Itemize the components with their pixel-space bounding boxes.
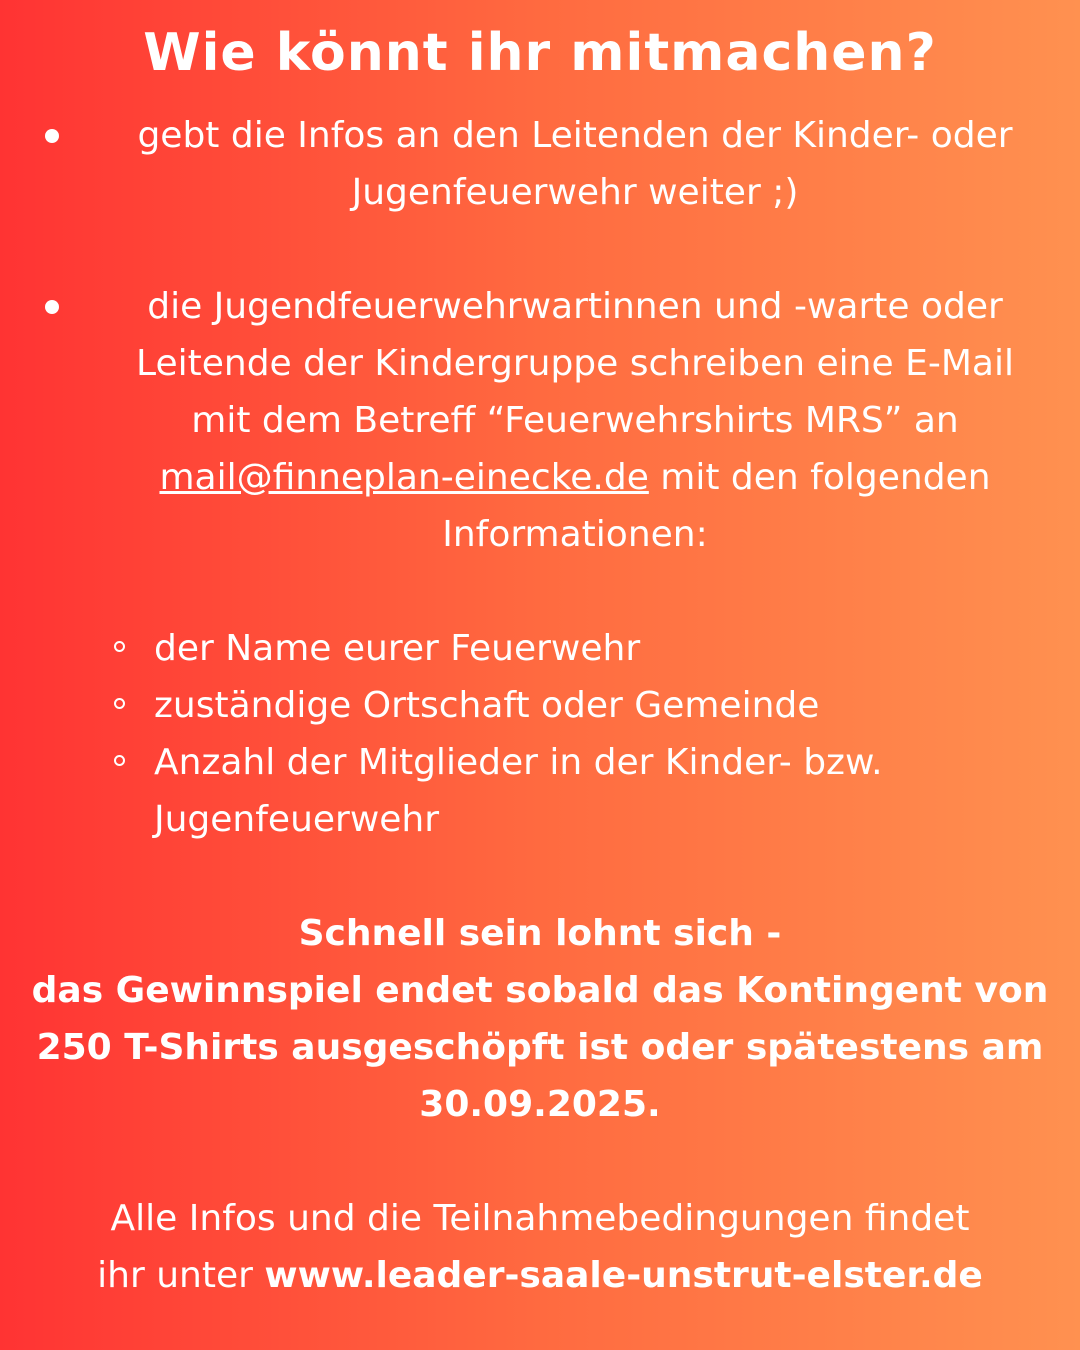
promo-line: Schnell sein lohnt sich - <box>298 913 782 954</box>
bullet-line: die Jugendfeuerwehrwartinnen und -warte oder <box>147 286 1003 327</box>
list-item <box>110 677 1010 734</box>
bullet-dot-icon <box>45 300 59 314</box>
website-link[interactable]: www.leader-saale-unstrut-elster.de <box>264 1255 983 1296</box>
list-item-text: der Name eurer Feuerwehr <box>154 628 641 669</box>
bullet-line-rest: mit den folgenden <box>648 457 991 498</box>
promo-line: 250 T-Shirts ausgeschöpft ist oder spätestens am <box>36 1027 1044 1068</box>
bullet-item-inform-leaders <box>40 107 1050 221</box>
bullet-item-send-email <box>40 278 1050 563</box>
bullet-text <box>100 278 1050 563</box>
circle-bullet-icon <box>114 641 125 652</box>
list-item-text: Anzahl der Mitglieder in der Kinder- bzw. <box>154 742 883 783</box>
bullet-line: mit dem Betreff “Feuerwehrshirts MRS” an <box>191 400 959 441</box>
bullet-line: gebt die Infos an den Leitenden der Kinder- oder <box>137 115 1013 156</box>
bullet-line <box>100 449 1050 506</box>
bullet-line: Leitende der Kindergruppe schreiben eine E-Mail <box>136 343 1014 384</box>
promo-line: das Gewinnspiel endet sobald das Kontingent von <box>31 970 1049 1011</box>
footer-line <box>0 1247 1080 1304</box>
bullet-dot-icon <box>45 129 59 143</box>
promo-notice <box>0 905 1080 1133</box>
required-info-list <box>110 620 1010 848</box>
list-item-text: zuständige Ortschaft oder Gemeinde <box>154 685 820 726</box>
footer-line: Alle Infos und die Teilnahmebedingungen findet <box>110 1198 970 1239</box>
promo-line: 30.09.2025. <box>419 1084 661 1125</box>
footer-info <box>0 1190 1080 1304</box>
footer-prefix: ihr unter <box>97 1255 265 1296</box>
circle-bullet-icon <box>114 755 125 766</box>
page-title: Wie könnt ihr mitmachen? <box>143 23 937 83</box>
email-link[interactable]: mail@finneplan-einecke.de <box>159 457 649 498</box>
bullet-text <box>100 107 1050 221</box>
list-item <box>110 620 1010 677</box>
list-item-text: Jugenfeuerwehr <box>154 799 440 840</box>
circle-bullet-icon <box>114 698 125 709</box>
list-item <box>110 734 1010 848</box>
bullet-line: Informationen: <box>442 514 708 555</box>
bullet-line: Jugenfeuerwehr weiter ;) <box>351 172 799 213</box>
